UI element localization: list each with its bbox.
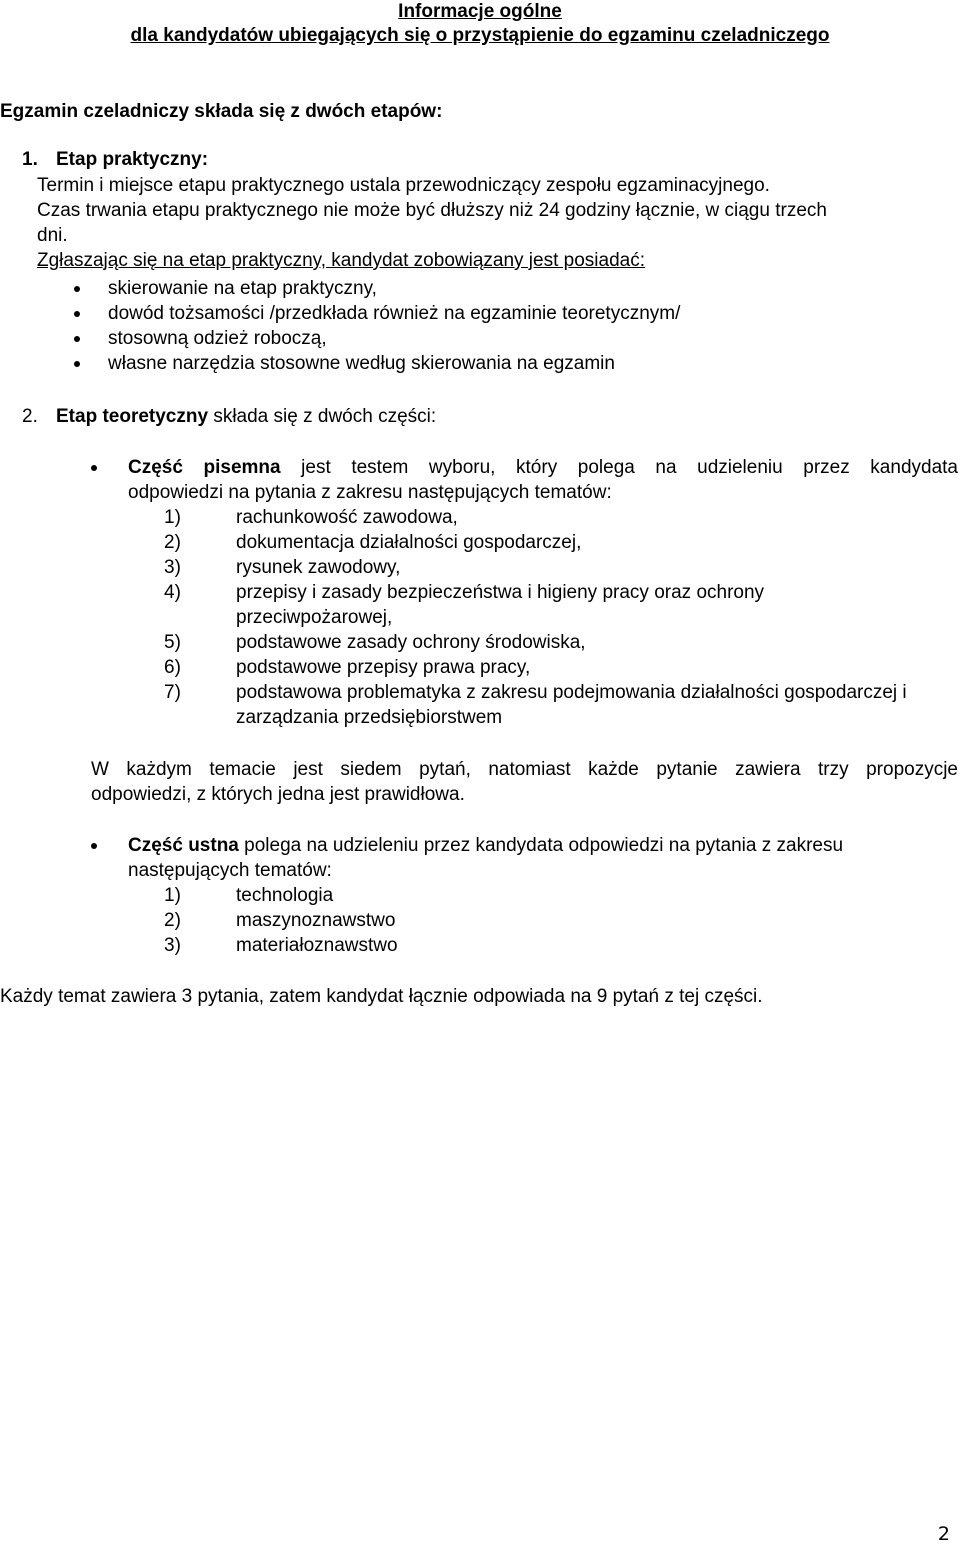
document-title: Informacje ogólne [398, 1, 562, 22]
requirements-intro: Zgłaszając się na etap praktyczny, kandydat zobowiązany jest posiadać: [37, 250, 645, 271]
section-1-title: Etap praktyczny: [56, 149, 209, 170]
list-item [164, 580, 958, 630]
topic-number: 3) [164, 557, 181, 578]
bullet-icon [74, 336, 80, 342]
section-1-number: 1. [22, 149, 38, 170]
topic-text: podstawowe zasady ochrony środowiska, [236, 632, 586, 653]
topic-text: podstawowa problematyka z zakresu podejmowania działalności gospodarczej i zarządzania przedsiębiorstwem [236, 682, 907, 728]
topic-number: 1) [164, 885, 181, 906]
topic-text: rachunkowość zawodowa, [236, 507, 458, 528]
oral-part-text: polega na udzieleniu przez kandydata odpowiedzi na pytania z zakresu następujących tematów: [128, 835, 844, 881]
written-part-text-2: odpowiedzi na pytania z zakresu następujących tematów: [128, 482, 612, 503]
intro-text: Egzamin czeladniczy składa się z dwóch etapów: [0, 101, 443, 122]
section-1-line-3: dni. [37, 225, 68, 246]
topic-number: 7) [164, 682, 181, 703]
topic-text: materiałoznawstwo [236, 935, 398, 956]
list-item [164, 680, 958, 730]
list-item [164, 655, 958, 680]
topic-text: technologia [236, 885, 334, 906]
topic-number: 2) [164, 532, 181, 553]
topic-text: przepisy i zasady bezpieczeństwa i higieny pracy oraz ochrony przeciwpożarowej, [236, 582, 765, 628]
topic-number: 6) [164, 657, 181, 678]
topic-text: podstawowe przepisy prawa pracy, [236, 657, 531, 678]
page-number: 2 [937, 1523, 950, 1545]
list-item-text: stosowną odzież roboczą, [108, 328, 327, 349]
summary-text: Każdy temat zawiera 3 pytania, zatem kandydat łącznie odpowiada na 9 pytań z tej części. [0, 986, 763, 1007]
list-item [164, 933, 958, 958]
bullet-icon [74, 311, 80, 317]
list-item [164, 908, 958, 933]
list-item-text: własne narzędzia stosowne według skierowania na egzamin [108, 353, 615, 374]
oral-part-intro [128, 833, 958, 883]
list-item [37, 276, 937, 301]
topic-text: dokumentacja działalności gospodarczej, [236, 532, 582, 553]
questions-note [91, 757, 958, 807]
topic-number: 4) [164, 582, 181, 603]
written-part-text-1: jest testem wyboru, który polega na udzieleniu przez kandydata [280, 457, 958, 478]
topic-text: maszynoznawstwo [236, 910, 396, 931]
list-item-text: skierowanie na etap praktyczny, [108, 278, 377, 299]
topic-text: rysunek zawodowy, [236, 557, 401, 578]
section-1-body [37, 173, 957, 273]
bullet-icon [74, 286, 80, 292]
section-2-number: 2. [22, 406, 38, 427]
list-item [164, 883, 958, 908]
oral-part [128, 833, 958, 958]
requirements-list [37, 276, 937, 376]
written-part [128, 455, 958, 730]
list-item [37, 326, 937, 351]
list-item [164, 530, 958, 555]
questions-note-line-2: odpowiedzi, z których jedna jest prawidłowa. [91, 784, 465, 805]
list-item [164, 630, 958, 655]
section-1-line-1: Termin i miejsce etapu praktycznego ustala przewodniczący zespołu egzaminacyjnego. [37, 175, 770, 196]
list-item [37, 301, 937, 326]
list-item [164, 505, 958, 530]
bullet-icon [74, 361, 80, 367]
section-1-heading [22, 147, 208, 172]
list-item [37, 351, 937, 376]
topic-number: 3) [164, 935, 181, 956]
bullet-icon [91, 465, 97, 471]
oral-part-label: Część ustna [128, 835, 239, 856]
list-item [164, 555, 958, 580]
oral-topics-list [128, 883, 958, 958]
topic-number: 1) [164, 507, 181, 528]
section-2-title-rest: składa się z dwóch części: [208, 406, 437, 427]
list-item-text: dowód tożsamości /przedkłada również na egzaminie teoretycznym/ [108, 303, 681, 324]
written-part-label: Część pisemna [128, 457, 281, 478]
section-2-title: Etap teoretyczny [56, 406, 209, 427]
topic-number: 5) [164, 632, 181, 653]
document-subtitle: dla kandydatów ubiegających się o przystąpienie do egzaminu czeladniczego [130, 25, 830, 46]
section-1-line-2: Czas trwania etapu praktycznego nie może być dłuższy niż 24 godziny łącznie, w ciągu trzech [37, 200, 827, 221]
written-topics-list [128, 505, 958, 730]
written-part-intro [128, 455, 958, 480]
questions-note-line-1: W każdym temacie jest siedem pytań, natomiast każde pytanie zawiera trzy propozycje [91, 759, 958, 780]
bullet-icon [91, 843, 97, 849]
topic-number: 2) [164, 910, 181, 931]
section-2-heading [22, 404, 436, 429]
